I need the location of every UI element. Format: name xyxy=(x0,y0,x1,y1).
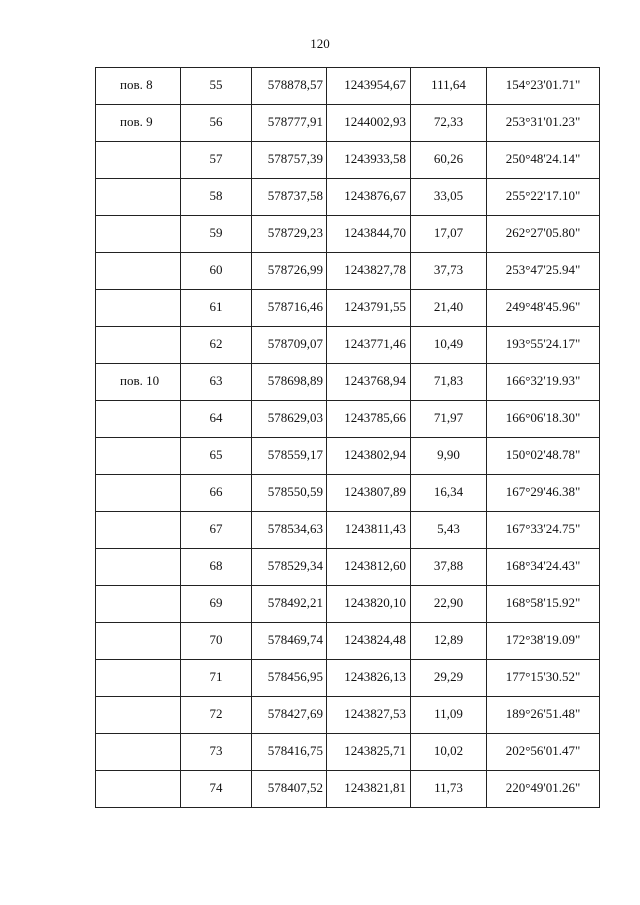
cell-x-coordinate xyxy=(252,253,327,290)
cell-point-number xyxy=(181,771,252,808)
cell-text-y: 1243824,48 xyxy=(344,632,406,647)
cell-turn-label xyxy=(96,512,181,549)
cell-distance xyxy=(411,364,487,401)
cell-text-dist: 22,90 xyxy=(433,595,464,610)
cell-direction-angle xyxy=(487,68,600,105)
cell-turn-label xyxy=(96,586,181,623)
cell-point-number xyxy=(181,105,252,142)
cell-text-label xyxy=(96,512,180,521)
cell-text-label xyxy=(96,438,180,447)
cell-text-num: 57 xyxy=(209,151,223,166)
cell-direction-angle xyxy=(487,660,600,697)
cell-turn-label xyxy=(96,697,181,734)
cell-direction-angle xyxy=(487,364,600,401)
cell-text-x: 578629,03 xyxy=(267,410,323,425)
cell-text-y: 1243791,55 xyxy=(344,299,406,314)
cell-text-num: 64 xyxy=(209,410,223,425)
cell-direction-angle xyxy=(487,549,600,586)
cell-text-y: 1243933,58 xyxy=(344,151,406,166)
cell-y-coordinate xyxy=(327,290,411,327)
cell-x-coordinate xyxy=(252,623,327,660)
cell-point-number xyxy=(181,179,252,216)
cell-text-dist: 37,88 xyxy=(433,558,464,573)
cell-text-y: 1243802,94 xyxy=(344,447,406,462)
cell-distance xyxy=(411,586,487,623)
table-row xyxy=(96,401,600,438)
table-row xyxy=(96,734,600,771)
cell-point-number xyxy=(181,438,252,475)
table-row xyxy=(96,660,600,697)
cell-text-label xyxy=(96,142,180,151)
cell-turn-label xyxy=(96,364,181,401)
cell-text-label xyxy=(96,327,180,336)
cell-text-y: 1243811,43 xyxy=(344,521,406,536)
cell-point-number xyxy=(181,253,252,290)
cell-text-dist: 37,73 xyxy=(433,262,464,277)
cell-text-y: 1243768,94 xyxy=(344,373,406,388)
cell-direction-angle xyxy=(487,216,600,253)
cell-text-num: 65 xyxy=(209,447,223,462)
cell-text-x: 578550,59 xyxy=(267,484,323,499)
cell-text-dist: 72,33 xyxy=(433,114,464,129)
table-row xyxy=(96,475,600,512)
cell-text-dist: 17,07 xyxy=(433,225,464,240)
cell-text-angle: 262°27'05.80" xyxy=(505,225,581,240)
cell-text-num: 55 xyxy=(209,77,223,92)
table-row xyxy=(96,697,600,734)
cell-text-angle: 168°58'15.92" xyxy=(505,595,581,610)
table-row xyxy=(96,290,600,327)
cell-distance xyxy=(411,475,487,512)
cell-point-number xyxy=(181,734,252,771)
cell-text-y: 1244002,93 xyxy=(344,114,406,129)
cell-text-angle: 189°26'51.48" xyxy=(505,706,581,721)
cell-text-label xyxy=(96,771,180,780)
cell-direction-angle xyxy=(487,253,600,290)
cell-text-num: 61 xyxy=(209,299,223,314)
table-row xyxy=(96,68,600,105)
cell-direction-angle xyxy=(487,475,600,512)
cell-direction-angle xyxy=(487,734,600,771)
cell-text-dist: 29,29 xyxy=(433,669,464,684)
cell-text-num: 59 xyxy=(209,225,223,240)
cell-text-angle: 154°23'01.71" xyxy=(505,77,581,92)
cell-text-label xyxy=(96,586,180,595)
cell-text-x: 578757,39 xyxy=(267,151,323,166)
cell-direction-angle xyxy=(487,401,600,438)
cell-text-label xyxy=(96,734,180,743)
cell-text-angle: 202°56'01.47" xyxy=(505,743,581,758)
table-row xyxy=(96,327,600,364)
cell-direction-angle xyxy=(487,771,600,808)
cell-turn-label xyxy=(96,401,181,438)
cell-distance xyxy=(411,290,487,327)
cell-text-label xyxy=(96,697,180,706)
cell-text-x: 578726,99 xyxy=(267,262,323,277)
cell-distance xyxy=(411,253,487,290)
cell-turn-label xyxy=(96,68,181,105)
cell-turn-label xyxy=(96,623,181,660)
cell-text-x: 578456,95 xyxy=(267,669,323,684)
table-row xyxy=(96,623,600,660)
cell-text-dist: 12,89 xyxy=(433,632,464,647)
cell-turn-label xyxy=(96,105,181,142)
cell-text-x: 578559,17 xyxy=(267,447,323,462)
cell-direction-angle xyxy=(487,327,600,364)
cell-text-x: 578709,07 xyxy=(267,336,323,351)
cell-text-label xyxy=(96,216,180,225)
cell-turn-label xyxy=(96,216,181,253)
cell-distance xyxy=(411,401,487,438)
cell-x-coordinate xyxy=(252,549,327,586)
cell-text-x: 578698,89 xyxy=(267,373,323,388)
cell-x-coordinate xyxy=(252,364,327,401)
cell-text-label: пов. 9 xyxy=(120,114,153,129)
cell-y-coordinate xyxy=(327,660,411,697)
cell-point-number xyxy=(181,586,252,623)
cell-text-y: 1243820,10 xyxy=(344,595,406,610)
cell-text-dist: 11,73 xyxy=(434,780,463,795)
table-row xyxy=(96,771,600,808)
cell-direction-angle xyxy=(487,142,600,179)
cell-distance xyxy=(411,179,487,216)
cell-point-number xyxy=(181,216,252,253)
cell-text-num: 63 xyxy=(209,373,223,388)
cell-text-label xyxy=(96,475,180,484)
cell-direction-angle xyxy=(487,586,600,623)
cell-text-x: 578777,91 xyxy=(267,114,323,129)
cell-text-label xyxy=(96,253,180,262)
cell-text-dist: 71,83 xyxy=(433,373,464,388)
cell-x-coordinate xyxy=(252,105,327,142)
cell-text-angle: 193°55'24.17" xyxy=(505,336,581,351)
cell-distance xyxy=(411,549,487,586)
cell-point-number xyxy=(181,623,252,660)
cell-turn-label xyxy=(96,142,181,179)
cell-point-number xyxy=(181,512,252,549)
cell-distance xyxy=(411,734,487,771)
cell-point-number xyxy=(181,697,252,734)
cell-text-x: 578427,69 xyxy=(267,706,323,721)
cell-y-coordinate xyxy=(327,364,411,401)
cell-y-coordinate xyxy=(327,623,411,660)
cell-text-y: 1243827,78 xyxy=(344,262,406,277)
cell-distance xyxy=(411,512,487,549)
cell-direction-angle xyxy=(487,512,600,549)
table-row xyxy=(96,105,600,142)
cell-text-label xyxy=(96,549,180,558)
cell-text-x: 578878,57 xyxy=(267,77,323,92)
cell-text-y: 1243826,13 xyxy=(344,669,406,684)
cell-turn-label xyxy=(96,327,181,364)
cell-text-angle: 253°47'25.94" xyxy=(505,262,581,277)
cell-text-angle: 253°31'01.23" xyxy=(505,114,581,129)
cell-point-number xyxy=(181,475,252,512)
cell-text-num: 68 xyxy=(209,558,223,573)
cell-text-dist: 16,34 xyxy=(433,484,464,499)
cell-text-angle: 177°15'30.52" xyxy=(505,669,581,684)
cell-x-coordinate xyxy=(252,142,327,179)
cell-y-coordinate xyxy=(327,438,411,475)
cell-text-dist: 33,05 xyxy=(433,188,464,203)
table-row xyxy=(96,364,600,401)
coordinates-table xyxy=(95,67,600,808)
cell-text-angle: 167°29'46.38" xyxy=(505,484,581,499)
table-body xyxy=(96,68,600,808)
cell-y-coordinate xyxy=(327,586,411,623)
cell-text-y: 1243821,81 xyxy=(344,780,406,795)
cell-text-num: 56 xyxy=(209,114,223,129)
cell-text-y: 1243812,60 xyxy=(344,558,406,573)
cell-text-angle: 220°49'01.26" xyxy=(505,780,581,795)
cell-text-label xyxy=(96,290,180,299)
cell-y-coordinate xyxy=(327,549,411,586)
cell-text-dist: 10,49 xyxy=(433,336,464,351)
cell-direction-angle xyxy=(487,438,600,475)
cell-text-dist: 11,09 xyxy=(434,706,463,721)
cell-text-x: 578492,21 xyxy=(267,595,323,610)
cell-text-label: пов. 10 xyxy=(120,373,160,388)
cell-x-coordinate xyxy=(252,512,327,549)
cell-y-coordinate xyxy=(327,216,411,253)
cell-text-angle: 166°06'18.30" xyxy=(505,410,581,425)
cell-text-label: пов. 8 xyxy=(120,77,153,92)
cell-y-coordinate xyxy=(327,771,411,808)
cell-turn-label xyxy=(96,734,181,771)
cell-text-label xyxy=(96,401,180,410)
cell-text-num: 60 xyxy=(209,262,223,277)
cell-text-label xyxy=(96,179,180,188)
cell-x-coordinate xyxy=(252,290,327,327)
cell-text-y: 1243807,89 xyxy=(344,484,406,499)
cell-distance xyxy=(411,438,487,475)
cell-text-y: 1243827,53 xyxy=(344,706,406,721)
cell-turn-label xyxy=(96,475,181,512)
cell-text-dist: 9,90 xyxy=(437,447,460,462)
cell-text-dist: 21,40 xyxy=(433,299,464,314)
cell-text-num: 73 xyxy=(209,743,223,758)
cell-text-y: 1243825,71 xyxy=(344,743,406,758)
cell-direction-angle xyxy=(487,697,600,734)
cell-text-angle: 166°32'19.93" xyxy=(505,373,581,388)
cell-y-coordinate xyxy=(327,401,411,438)
cell-y-coordinate xyxy=(327,253,411,290)
cell-point-number xyxy=(181,142,252,179)
cell-distance xyxy=(411,216,487,253)
cell-text-x: 578534,63 xyxy=(267,521,323,536)
cell-text-y: 1243954,67 xyxy=(344,77,406,92)
cell-text-y: 1243771,46 xyxy=(344,336,406,351)
cell-text-dist: 60,26 xyxy=(433,151,464,166)
cell-text-num: 71 xyxy=(209,669,223,684)
cell-text-y: 1243876,67 xyxy=(344,188,406,203)
cell-x-coordinate xyxy=(252,586,327,623)
cell-y-coordinate xyxy=(327,68,411,105)
cell-distance xyxy=(411,623,487,660)
cell-text-angle: 150°02'48.78" xyxy=(505,447,581,462)
cell-text-num: 66 xyxy=(209,484,223,499)
cell-text-x: 578407,52 xyxy=(267,780,323,795)
cell-turn-label xyxy=(96,179,181,216)
cell-distance xyxy=(411,142,487,179)
cell-x-coordinate xyxy=(252,734,327,771)
table-row xyxy=(96,216,600,253)
cell-text-angle: 249°48'45.96" xyxy=(505,299,581,314)
cell-text-x: 578729,23 xyxy=(267,225,323,240)
cell-direction-angle xyxy=(487,179,600,216)
cell-distance xyxy=(411,660,487,697)
cell-turn-label xyxy=(96,290,181,327)
cell-point-number xyxy=(181,660,252,697)
cell-text-angle: 255°22'17.10" xyxy=(505,188,581,203)
cell-text-angle: 172°38'19.09" xyxy=(505,632,581,647)
cell-y-coordinate xyxy=(327,512,411,549)
cell-point-number xyxy=(181,401,252,438)
cell-text-label xyxy=(96,623,180,632)
cell-direction-angle xyxy=(487,105,600,142)
cell-point-number xyxy=(181,68,252,105)
cell-text-x: 578469,74 xyxy=(267,632,323,647)
cell-distance xyxy=(411,771,487,808)
cell-turn-label xyxy=(96,549,181,586)
cell-text-y: 1243785,66 xyxy=(344,410,406,425)
cell-y-coordinate xyxy=(327,697,411,734)
cell-turn-label xyxy=(96,771,181,808)
cell-text-dist: 71,97 xyxy=(433,410,464,425)
cell-x-coordinate xyxy=(252,438,327,475)
cell-x-coordinate xyxy=(252,68,327,105)
cell-text-num: 70 xyxy=(209,632,223,647)
cell-text-dist: 5,43 xyxy=(437,521,460,536)
table-row xyxy=(96,253,600,290)
cell-x-coordinate xyxy=(252,771,327,808)
cell-text-angle: 167°33'24.75" xyxy=(505,521,581,536)
table-row xyxy=(96,142,600,179)
cell-text-num: 58 xyxy=(209,188,223,203)
cell-text-num: 72 xyxy=(209,706,223,721)
cell-point-number xyxy=(181,327,252,364)
cell-distance xyxy=(411,68,487,105)
cell-text-dist: 111,64 xyxy=(431,77,466,92)
cell-text-num: 69 xyxy=(209,595,223,610)
cell-y-coordinate xyxy=(327,327,411,364)
cell-x-coordinate xyxy=(252,179,327,216)
cell-y-coordinate xyxy=(327,475,411,512)
cell-text-num: 62 xyxy=(209,336,223,351)
cell-y-coordinate xyxy=(327,105,411,142)
table-row xyxy=(96,549,600,586)
cell-text-x: 578529,34 xyxy=(267,558,323,573)
cell-distance xyxy=(411,697,487,734)
cell-text-x: 578737,58 xyxy=(267,188,323,203)
table-row xyxy=(96,586,600,623)
cell-text-x: 578416,75 xyxy=(267,743,323,758)
cell-y-coordinate xyxy=(327,734,411,771)
table-row xyxy=(96,179,600,216)
cell-text-dist: 10,02 xyxy=(433,743,464,758)
cell-x-coordinate xyxy=(252,327,327,364)
cell-x-coordinate xyxy=(252,216,327,253)
cell-x-coordinate xyxy=(252,697,327,734)
table-row xyxy=(96,438,600,475)
cell-y-coordinate xyxy=(327,142,411,179)
cell-x-coordinate xyxy=(252,475,327,512)
cell-x-coordinate xyxy=(252,401,327,438)
cell-direction-angle xyxy=(487,623,600,660)
table-row xyxy=(96,512,600,549)
cell-direction-angle xyxy=(487,290,600,327)
cell-point-number xyxy=(181,290,252,327)
cell-distance xyxy=(411,327,487,364)
cell-text-label xyxy=(96,660,180,669)
cell-turn-label xyxy=(96,253,181,290)
cell-turn-label xyxy=(96,660,181,697)
cell-point-number xyxy=(181,549,252,586)
cell-text-x: 578716,46 xyxy=(267,299,323,314)
cell-distance xyxy=(411,105,487,142)
cell-text-y: 1243844,70 xyxy=(344,225,406,240)
cell-x-coordinate xyxy=(252,660,327,697)
cell-text-num: 67 xyxy=(209,521,223,536)
cell-y-coordinate xyxy=(327,179,411,216)
cell-point-number xyxy=(181,364,252,401)
page-number: 120 xyxy=(310,36,330,51)
cell-text-num: 74 xyxy=(209,780,223,795)
cell-turn-label xyxy=(96,438,181,475)
cell-text-angle: 168°34'24.43" xyxy=(505,558,581,573)
cell-text-angle: 250°48'24.14" xyxy=(505,151,581,166)
